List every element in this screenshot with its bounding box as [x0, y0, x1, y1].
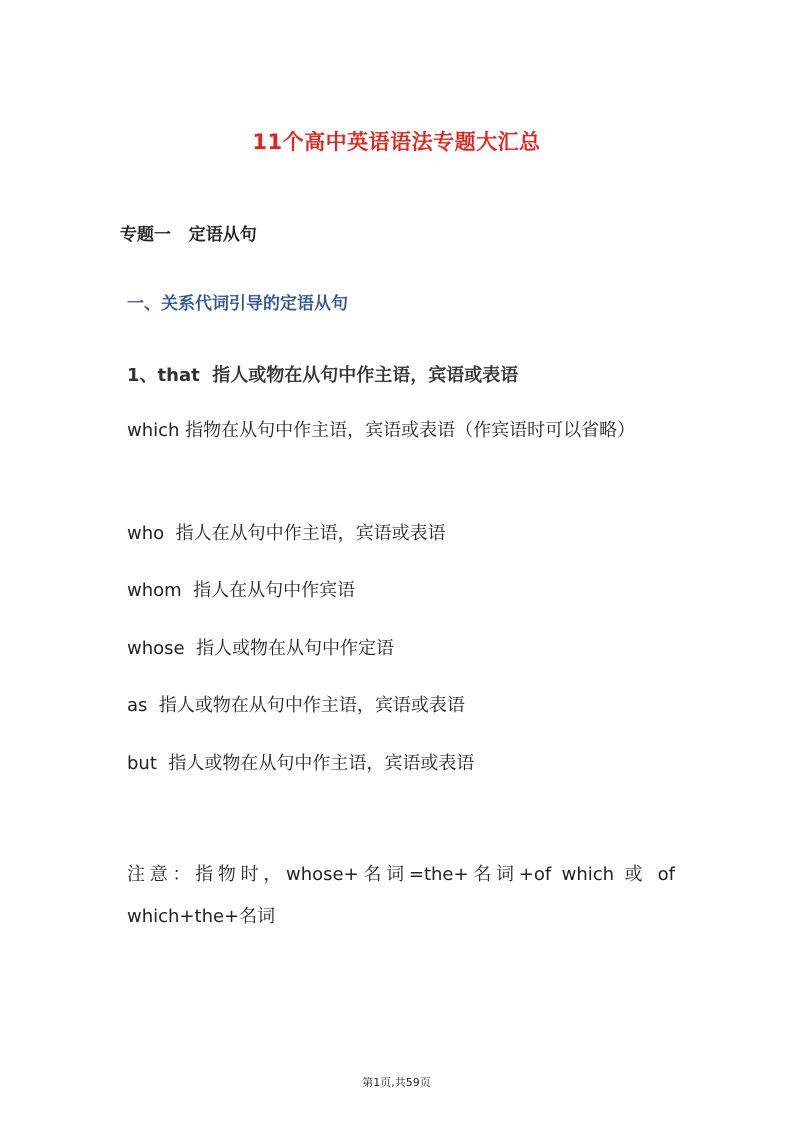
note-paragraph: 注意：指物时，whose+名词=the+名词+of which 或 of which+the+名词: [127, 864, 675, 927]
line-as: as 指人或物在从句中作主语，宾语或表语: [127, 695, 465, 716]
page-footer: 第1页,共59页: [362, 1076, 431, 1089]
topic-heading: 专题一 定语从句: [120, 225, 257, 245]
line-but: but 指人或物在从句中作主语，宾语或表语: [127, 753, 475, 774]
line-whom: whom 指人在从句中作宾语: [127, 580, 356, 601]
document-title: 11个高中英语语法专题大汇总: [252, 130, 541, 154]
section-heading: 一、关系代词引导的定语从句: [127, 294, 348, 314]
line-who: who 指人在从句中作主语，宾语或表语: [127, 523, 446, 544]
line-whose: whose 指人或物在从句中作定语: [127, 638, 395, 659]
line-which: which 指物在从句中作主语，宾语或表语（作宾语时可以省略）: [127, 420, 636, 441]
point-that: 1、that 指人或物在从句中作主语，宾语或表语: [127, 365, 519, 386]
